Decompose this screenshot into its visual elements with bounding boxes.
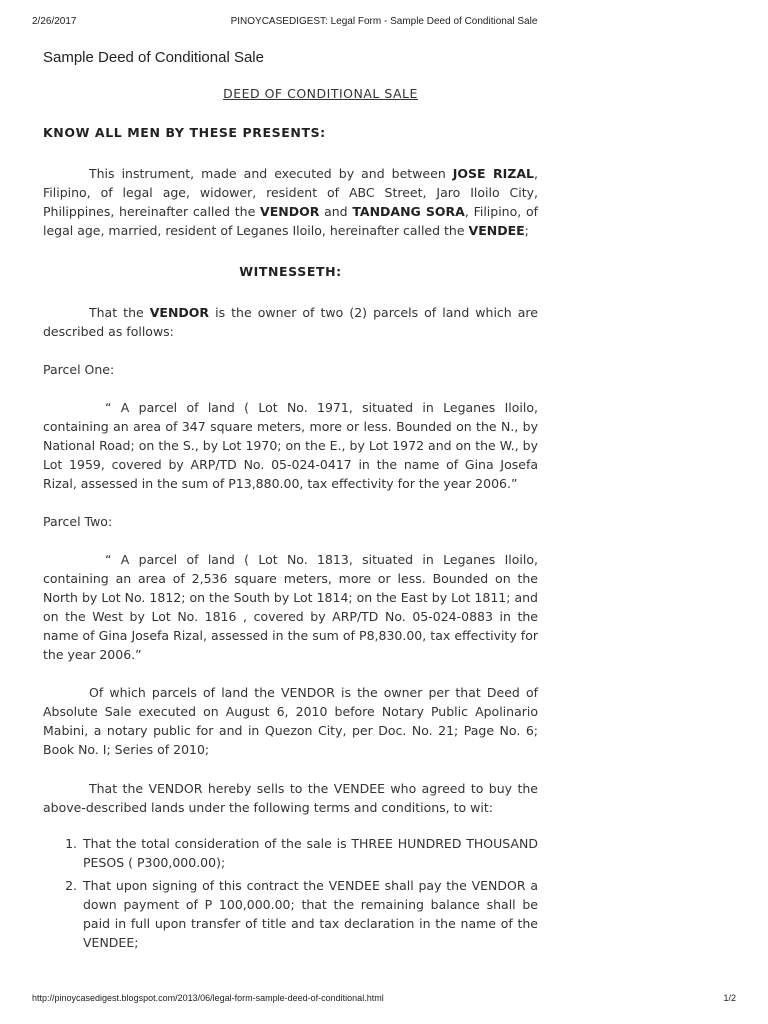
print-date: 2/26/2017: [32, 16, 77, 27]
print-page-title: PINOYCASEDIGEST: Legal Form - Sample Deed of Conditional Sale: [230, 16, 538, 27]
condition-item: 1. That the total consideration of the sale is THREE HUNDRED THOUSAND PESOS ( P300,000.00);: [81, 834, 538, 872]
parcel-two-label: Parcel Two:: [43, 514, 113, 529]
print-header: [32, 16, 736, 30]
salutation: KNOW ALL MEN BY THESE PRESENTS:: [43, 125, 326, 140]
page-number: 1/2: [723, 993, 736, 1003]
post-title: Sample Deed of Conditional Sale: [43, 49, 264, 66]
sale-clause: That the VENDOR hereby sells to the VENDEE who agreed to buy the above-described lands under the following terms and conditions, to wit:: [43, 781, 538, 815]
intro-paragraph: This instrument, made and executed by and between JOSE RIZAL, Filipino, of legal age, widower, resident of ABC Street, Jaro Iloilo City, Philippines, hereinafter called the VENDOR and TANDANG SORA, Filipino, of legal age, married, resident of Leganes Iloilo, hereinafter called the VENDEE;: [43, 166, 539, 238]
deed-title: DEED OF CONDITIONAL SALE: [223, 86, 418, 101]
witnesseth-heading: WITNESSETH:: [239, 264, 342, 279]
ownership-paragraph: That the VENDOR is the owner of two (2) parcels of land which are described as follows:: [43, 305, 538, 339]
parcel-two-description: “ A parcel of land ( Lot No. 1813, situated in Leganes Iloilo, containing an area of 2,536 square meters, more or less. Bounded on the North by Lot No. 1812; on the South by Lot 1814; on the East by Lot 1811; and on the West by Lot No. 1816 , covered by ARP/TD No. 05-024-0883 in the name of Gina Josefa Rizal, assessed in the sum of P8,830.00, tax effectivity for the year 2006.”: [43, 552, 538, 662]
parcel-one-label: Parcel One:: [43, 362, 115, 377]
condition-item: 2. That upon signing of this contract the VENDEE shall pay the VENDOR a down payment of P 100,000.00; that the remaining balance shall be paid in full upon transfer of title and tax declaration in the name of the VENDEE;: [81, 876, 538, 952]
print-footer: [32, 993, 736, 1007]
parcel-one-description: “ A parcel of land ( Lot No. 1971, situated in Leganes Iloilo, containing an area of 347 square meters, more or less. Bounded on the N., by National Road; on the S., by Lot 1970; on the E., by Lot 1972 and on the W., by Lot 1959, covered by ARP/TD No. 05-024-0417 in the name of Gina Josefa Rizal, assessed in the sum of P13,880.00, tax effectivity for the year 2006.”: [43, 400, 538, 491]
deed-body: [43, 84, 538, 956]
conditions-list: [43, 834, 538, 952]
acquisition-paragraph: Of which parcels of land the VENDOR is the owner per that Deed of Absolute Sale executed on August 6, 2010 before Notary Public Apolinario Mabini, a notary public for and in Quezon City, per Doc. No. 21; Page No. 6; Book No. I; Series of 2010;: [43, 685, 538, 757]
print-url: http://pinoycasedigest.blogspot.com/2013/06/legal-form-sample-deed-of-conditional.html: [32, 993, 384, 1003]
